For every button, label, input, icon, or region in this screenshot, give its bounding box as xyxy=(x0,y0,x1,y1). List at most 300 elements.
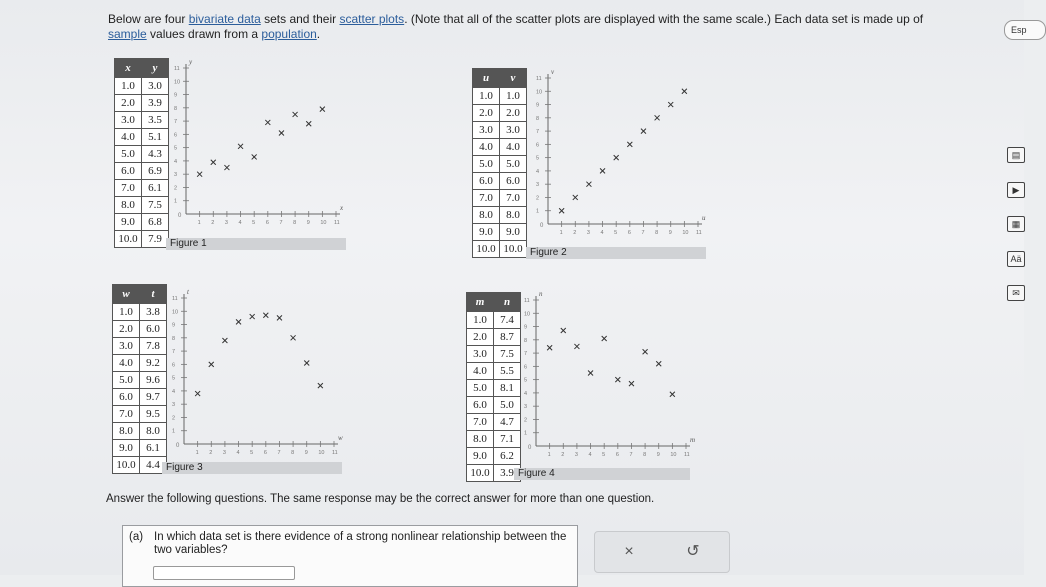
table-cell: 2.0 xyxy=(473,105,500,122)
data-point xyxy=(263,313,268,318)
y-tick-label: 5 xyxy=(174,145,178,152)
table-row xyxy=(113,406,167,423)
table-row xyxy=(115,129,169,146)
question-a-text: In which data set is there evidence of a strong nonlinear relationship between the two variables? xyxy=(154,531,567,556)
table-header-row xyxy=(113,285,167,304)
scatter-plot-2 xyxy=(530,68,708,240)
table-cell: 10.0 xyxy=(500,241,527,258)
data-point xyxy=(629,381,634,386)
table-cell: 10.0 xyxy=(115,231,142,248)
table-cell: 6.8 xyxy=(142,214,169,231)
y-tick-label: 2 xyxy=(524,417,528,424)
y-tick-label: 1 xyxy=(174,198,178,205)
table-row xyxy=(473,105,527,122)
table-row xyxy=(113,321,167,338)
table-cell: 8.0 xyxy=(473,207,500,224)
y-tick-label: 7 xyxy=(536,129,540,136)
x-axis-label: u xyxy=(702,214,706,222)
table-cell: 7.9 xyxy=(142,231,169,248)
x-column-header: m xyxy=(467,293,494,312)
x-tick-label: 11 xyxy=(334,220,340,226)
x-tick-label: 2 xyxy=(561,452,565,458)
data-point xyxy=(670,392,675,397)
intro-part: sets and their xyxy=(260,12,340,26)
x-tick-label: 3 xyxy=(224,220,228,226)
population-link[interactable]: population xyxy=(261,27,317,41)
table-cell: 1.0 xyxy=(467,312,494,329)
table-row xyxy=(113,440,167,457)
figure-4-caption: Figure 4 xyxy=(514,468,690,480)
x-tick-label: 5 xyxy=(252,220,256,226)
data-point xyxy=(277,315,282,320)
y-tick-label: 11 xyxy=(172,296,178,302)
table-row xyxy=(473,122,527,139)
table-row xyxy=(113,338,167,355)
table-cell: 8.0 xyxy=(115,197,142,214)
table-cell: 7.4 xyxy=(494,312,521,329)
table-row xyxy=(467,380,521,397)
x-tick-label: 11 xyxy=(332,450,338,456)
x-tick-label: 1 xyxy=(195,450,199,456)
table-cell: 8.0 xyxy=(113,423,140,440)
bivariate-data-link[interactable]: bivariate data xyxy=(188,12,261,26)
table-cell: 6.0 xyxy=(473,173,500,190)
x-tick-label: 5 xyxy=(250,450,254,456)
table-header-row xyxy=(473,69,527,88)
table-row xyxy=(473,139,527,156)
table-row xyxy=(467,312,521,329)
data-point xyxy=(236,319,241,324)
table-row xyxy=(473,190,527,207)
y-tick-label: 11 xyxy=(536,76,542,82)
table-row xyxy=(473,241,527,258)
x-tick-label: 10 xyxy=(682,230,689,236)
y-tick-label: 4 xyxy=(524,390,528,397)
table-cell: 4.7 xyxy=(494,414,521,431)
table-row xyxy=(115,197,169,214)
y-tick-label: 6 xyxy=(174,132,178,139)
y-tick-label: 2 xyxy=(174,185,178,192)
table-cell: 8.0 xyxy=(140,423,167,440)
table-cell: 7.0 xyxy=(113,406,140,423)
table-row xyxy=(467,363,521,380)
table-cell: 4.0 xyxy=(473,139,500,156)
y-tick-label: 3 xyxy=(172,402,176,409)
table-row xyxy=(473,88,527,105)
x-tick-label: 5 xyxy=(602,452,606,458)
intro-part: values drawn from a xyxy=(146,27,262,41)
data-point xyxy=(265,120,270,125)
table-cell: 9.0 xyxy=(113,440,140,457)
table-cell: 7.1 xyxy=(494,431,521,448)
table-cell: 3.9 xyxy=(494,465,521,482)
data-point xyxy=(211,160,216,165)
y-axis-label: v xyxy=(551,68,555,76)
y-tick-label: 1 xyxy=(524,430,528,437)
table-cell: 4.0 xyxy=(500,139,527,156)
data-point xyxy=(250,314,255,319)
table-row xyxy=(115,231,169,248)
table-row xyxy=(115,214,169,231)
y-tick-label: 4 xyxy=(536,168,540,175)
table-row xyxy=(467,329,521,346)
table-row xyxy=(467,397,521,414)
table-cell: 8.0 xyxy=(467,431,494,448)
table-row xyxy=(113,355,167,372)
table-cell: 10.0 xyxy=(113,457,140,474)
y-tick-label: 8 xyxy=(536,115,540,122)
x-tick-label: 8 xyxy=(291,450,295,456)
table-cell: 1.0 xyxy=(115,78,142,95)
data-table-icon[interactable]: ▦ xyxy=(1007,216,1025,232)
table-cell: 5.0 xyxy=(473,156,500,173)
y-tick-label: 6 xyxy=(172,362,176,369)
y-tick-label: 11 xyxy=(524,298,530,304)
y-tick-label: 10 xyxy=(536,89,543,96)
table-cell: 9.0 xyxy=(500,224,527,241)
table-row xyxy=(467,448,521,465)
data-point xyxy=(588,371,593,376)
table-cell: 6.0 xyxy=(115,163,142,180)
table-row xyxy=(473,156,527,173)
table-cell: 3.0 xyxy=(467,346,494,363)
spanish-toggle-button[interactable]: Esp xyxy=(1004,20,1046,40)
x-tick-label: 7 xyxy=(277,450,281,456)
undo-button[interactable]: ↺ xyxy=(686,543,700,560)
table-cell: 3.8 xyxy=(140,304,167,321)
table-cell: 9.0 xyxy=(467,448,494,465)
table-cell: 6.2 xyxy=(494,448,521,465)
table-cell: 9.5 xyxy=(140,406,167,423)
x-tick-label: 4 xyxy=(588,452,592,458)
intro-part: . xyxy=(316,27,321,41)
data-point xyxy=(252,154,257,159)
table-cell: 1.0 xyxy=(113,304,140,321)
table-cell: 3.0 xyxy=(115,112,142,129)
x-tick-label: 3 xyxy=(586,230,590,236)
data-point xyxy=(643,349,648,354)
scatter-plot-1 xyxy=(168,58,348,230)
figure-3-caption: Figure 3 xyxy=(162,462,342,474)
origin-tick-label: 0 xyxy=(176,443,180,449)
y-tick-label: 2 xyxy=(536,195,540,202)
table-row xyxy=(467,346,521,363)
y-tick-label: 9 xyxy=(524,324,528,331)
x-tick-label: 4 xyxy=(236,450,240,456)
data-point xyxy=(641,129,646,134)
table-cell: 8.7 xyxy=(494,329,521,346)
x-tick-label: 11 xyxy=(696,230,702,236)
data-point xyxy=(574,344,579,349)
answer-actions xyxy=(594,531,730,573)
y-tick-label: 10 xyxy=(174,79,181,86)
table-row xyxy=(113,304,167,321)
intro-part: Below are four xyxy=(108,12,189,26)
data-point xyxy=(561,328,566,333)
y-column-header: n xyxy=(494,293,521,312)
x-tick-label: 3 xyxy=(574,452,578,458)
table-cell: 5.5 xyxy=(494,363,521,380)
table-cell: 5.1 xyxy=(142,129,169,146)
intro-part: . (Note that all of the scatter plots are displayed with the same scale.) Each data set is made up of xyxy=(404,12,924,26)
x-tick-label: 2 xyxy=(573,230,577,236)
table-cell: 5.0 xyxy=(113,372,140,389)
x-tick-label: 10 xyxy=(670,452,677,458)
table-cell: 7.0 xyxy=(115,180,142,197)
y-column-header: t xyxy=(140,285,167,304)
data-point xyxy=(224,165,229,170)
table-cell: 7.0 xyxy=(500,190,527,207)
table-cell: 2.0 xyxy=(113,321,140,338)
table-cell: 5.0 xyxy=(494,397,521,414)
x-tick-label: 7 xyxy=(629,452,633,458)
table-cell: 4.0 xyxy=(467,363,494,380)
table-cell: 7.8 xyxy=(140,338,167,355)
x-tick-label: 4 xyxy=(238,220,242,226)
table-row xyxy=(113,423,167,440)
question-a-answer-select[interactable] xyxy=(153,566,295,580)
table-cell: 3.0 xyxy=(142,78,169,95)
table-cell: 6.1 xyxy=(142,180,169,197)
table-cell: 5.0 xyxy=(115,146,142,163)
table-row xyxy=(467,465,521,482)
x-tick-label: 2 xyxy=(209,450,213,456)
x-tick-label: 10 xyxy=(320,220,327,226)
table-cell: 9.7 xyxy=(140,389,167,406)
data-point xyxy=(279,131,284,136)
data-point xyxy=(600,168,605,173)
x-tick-label: 11 xyxy=(684,452,690,458)
y-tick-label: 7 xyxy=(174,119,178,126)
y-tick-label: 1 xyxy=(536,208,540,215)
answer-instructions: Answer the following questions. The same response may be the correct answer for more than one question. xyxy=(106,493,655,505)
table-cell: 6.0 xyxy=(467,397,494,414)
data-table-3 xyxy=(112,284,167,474)
y-tick-label: 3 xyxy=(174,172,178,179)
x-tick-label: 6 xyxy=(265,220,269,226)
origin-tick-label: 0 xyxy=(178,213,182,219)
x-tick-label: 9 xyxy=(656,452,660,458)
data-point xyxy=(559,208,564,213)
table-cell: 4.0 xyxy=(113,355,140,372)
intro-text xyxy=(108,12,978,42)
y-tick-label: 11 xyxy=(174,66,180,72)
table-cell: 1.0 xyxy=(473,88,500,105)
question-a-label: (a) xyxy=(129,531,144,543)
y-tick-label: 9 xyxy=(174,92,178,99)
table-cell: 6.9 xyxy=(142,163,169,180)
table-cell: 6.0 xyxy=(140,321,167,338)
x-tick-label: 8 xyxy=(655,230,659,236)
figure-1-caption: Figure 1 xyxy=(166,238,346,250)
origin-tick-label: 0 xyxy=(528,445,532,451)
table-cell: 2.0 xyxy=(115,95,142,112)
x-tick-label: 8 xyxy=(293,220,297,226)
origin-tick-label: 0 xyxy=(540,223,544,229)
data-table-1 xyxy=(114,58,169,248)
y-column-header: v xyxy=(500,69,527,88)
y-axis-label: n xyxy=(539,290,543,298)
table-cell: 4.4 xyxy=(140,457,167,474)
data-point xyxy=(627,142,632,147)
data-point xyxy=(656,361,661,366)
y-tick-label: 5 xyxy=(536,155,540,162)
play-icon[interactable]: ▶ xyxy=(1007,182,1025,198)
table-cell: 5.0 xyxy=(500,156,527,173)
table-cell: 4.0 xyxy=(115,129,142,146)
y-tick-label: 4 xyxy=(174,158,178,165)
table-cell: 8.0 xyxy=(500,207,527,224)
table-cell: 1.0 xyxy=(500,88,527,105)
table-row xyxy=(115,95,169,112)
y-tick-label: 2 xyxy=(172,415,176,422)
y-tick-label: 9 xyxy=(172,322,176,329)
y-tick-label: 7 xyxy=(524,351,528,358)
table-cell: 6.0 xyxy=(500,173,527,190)
y-tick-label: 6 xyxy=(536,142,540,149)
data-point xyxy=(318,383,323,388)
table-cell: 3.0 xyxy=(113,338,140,355)
table-cell: 3.0 xyxy=(500,122,527,139)
data-point xyxy=(615,377,620,382)
table-row xyxy=(115,112,169,129)
table-cell: 9.2 xyxy=(140,355,167,372)
table-row xyxy=(115,146,169,163)
table-row xyxy=(113,372,167,389)
data-point xyxy=(586,182,591,187)
x-column-header: u xyxy=(473,69,500,88)
calculator-icon[interactable]: ▤ xyxy=(1007,147,1025,163)
y-tick-label: 10 xyxy=(172,309,179,316)
x-tick-label: 1 xyxy=(559,230,563,236)
data-table-4 xyxy=(466,292,521,482)
x-tick-label: 6 xyxy=(615,452,619,458)
scatter-plot-4 xyxy=(518,290,696,462)
y-column-header: y xyxy=(142,59,169,78)
table-cell: 4.3 xyxy=(142,146,169,163)
table-cell: 9.6 xyxy=(140,372,167,389)
table-cell: 9.0 xyxy=(115,214,142,231)
x-tick-label: 1 xyxy=(547,452,551,458)
x-tick-label: 6 xyxy=(627,230,631,236)
table-row xyxy=(467,431,521,448)
table-row xyxy=(113,389,167,406)
x-axis-label: x xyxy=(340,204,344,212)
x-tick-label: 3 xyxy=(222,450,226,456)
y-tick-label: 5 xyxy=(524,377,528,384)
table-cell: 6.0 xyxy=(113,389,140,406)
y-tick-label: 1 xyxy=(172,428,176,435)
table-header-row xyxy=(115,59,169,78)
table-cell: 7.0 xyxy=(467,414,494,431)
data-point xyxy=(195,391,200,396)
data-point xyxy=(668,102,673,107)
x-tick-label: 8 xyxy=(643,452,647,458)
x-column-header: x xyxy=(115,59,142,78)
x-tick-label: 10 xyxy=(318,450,325,456)
y-tick-label: 6 xyxy=(524,364,528,371)
table-cell: 6.1 xyxy=(140,440,167,457)
table-cell: 2.0 xyxy=(500,105,527,122)
x-tick-label: 5 xyxy=(614,230,618,236)
y-tick-label: 8 xyxy=(174,105,178,112)
table-cell: 7.5 xyxy=(142,197,169,214)
table-row xyxy=(473,173,527,190)
data-point xyxy=(682,89,687,94)
x-tick-label: 9 xyxy=(304,450,308,456)
y-tick-label: 5 xyxy=(172,375,176,382)
x-tick-label: 2 xyxy=(211,220,215,226)
data-point xyxy=(573,195,578,200)
table-row xyxy=(467,414,521,431)
table-row xyxy=(473,224,527,241)
scatter-plot-3 xyxy=(166,288,346,460)
x-axis-label: m xyxy=(690,436,696,444)
mail-icon[interactable]: ✉ xyxy=(1007,285,1025,301)
figure-2-caption: Figure 2 xyxy=(526,247,706,259)
table-row xyxy=(115,180,169,197)
data-point xyxy=(304,361,309,366)
data-table-2 xyxy=(472,68,527,258)
scatter-plots-link[interactable]: scatter plots xyxy=(339,12,405,26)
data-point xyxy=(655,115,660,120)
table-row xyxy=(473,207,527,224)
y-tick-label: 9 xyxy=(536,102,540,109)
y-tick-label: 8 xyxy=(172,335,176,342)
y-tick-label: 4 xyxy=(172,388,176,395)
table-cell: 7.5 xyxy=(494,346,521,363)
clear-answer-button[interactable]: × xyxy=(624,543,634,560)
y-axis-label: y xyxy=(189,58,193,66)
table-cell: 3.5 xyxy=(142,112,169,129)
language-icon[interactable]: Aä xyxy=(1007,251,1025,267)
x-tick-label: 7 xyxy=(641,230,645,236)
table-row xyxy=(115,163,169,180)
sample-link[interactable]: sample xyxy=(108,27,147,41)
data-point xyxy=(291,335,296,340)
table-row xyxy=(113,457,167,474)
data-point xyxy=(614,155,619,160)
table-cell: 3.9 xyxy=(142,95,169,112)
x-tick-label: 1 xyxy=(197,220,201,226)
data-point xyxy=(320,107,325,112)
y-tick-label: 3 xyxy=(524,404,528,411)
table-cell: 8.1 xyxy=(494,380,521,397)
data-point xyxy=(602,336,607,341)
table-cell: 9.0 xyxy=(473,224,500,241)
table-header-row xyxy=(467,293,521,312)
table-row xyxy=(115,78,169,95)
data-point xyxy=(222,338,227,343)
y-tick-label: 10 xyxy=(524,311,531,318)
y-tick-label: 7 xyxy=(172,349,176,356)
data-point xyxy=(293,112,298,117)
data-point xyxy=(306,121,311,126)
y-axis-label: t xyxy=(187,288,189,296)
x-tick-label: 7 xyxy=(279,220,283,226)
table-cell: 5.0 xyxy=(467,380,494,397)
x-tick-label: 9 xyxy=(668,230,672,236)
x-axis-label: w xyxy=(338,434,343,442)
table-cell: 7.0 xyxy=(473,190,500,207)
x-column-header: w xyxy=(113,285,140,304)
x-tick-label: 6 xyxy=(263,450,267,456)
table-cell: 10.0 xyxy=(467,465,494,482)
x-tick-label: 9 xyxy=(306,220,310,226)
question-a-box xyxy=(122,525,578,587)
data-point xyxy=(238,144,243,149)
data-point xyxy=(547,345,552,350)
